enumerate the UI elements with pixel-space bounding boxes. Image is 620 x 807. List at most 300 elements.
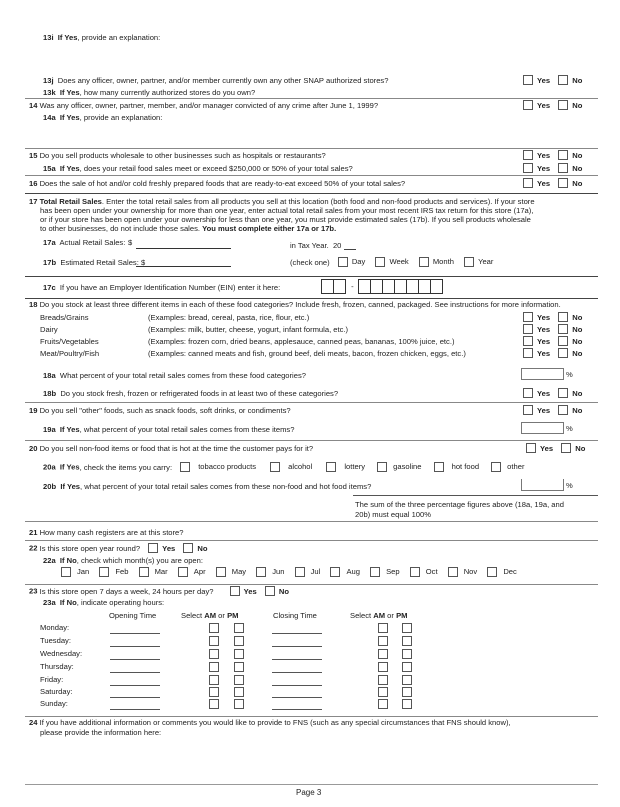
category-meat-poultry-fish: Meat/Poultry/Fish: [40, 349, 100, 358]
breads-grains-yes-checkbox[interactable]: [523, 312, 533, 322]
q19a-label: [43, 425, 294, 434]
month-may-label: May: [231, 567, 247, 576]
q18b-yes-checkbox[interactable]: [523, 388, 533, 398]
period-week-label: Week: [389, 257, 409, 266]
sunday-closing-pm-checkbox[interactable]: [402, 699, 412, 709]
sum-note-divider: [353, 495, 598, 496]
q20b-label: [43, 482, 371, 491]
q13j-yes-no: [523, 75, 588, 85]
am-label: AM: [204, 611, 217, 620]
sunday-opening-time-input[interactable]: [110, 709, 160, 710]
q17-must-note: You must complete either 17a or 17b.: [202, 224, 337, 233]
q18-label: [29, 300, 561, 309]
wednesday-opening-time-input[interactable]: [110, 659, 160, 660]
q16-yes-checkbox[interactable]: [523, 178, 533, 188]
divider: [25, 440, 598, 441]
q20-text: Do you sell non-food items or food that is hot at the time the customer pays for it?: [39, 444, 314, 453]
period-year-label: Year: [478, 257, 494, 266]
q21-cash-registers-input[interactable]: [200, 526, 500, 538]
lottery-checkbox[interactable]: [326, 462, 336, 472]
gasoline-label: gasoline: [393, 462, 422, 471]
percent-sign: %: [566, 480, 573, 490]
q21-text: How many cash registers are at this store?: [39, 528, 184, 537]
friday-closing-am-checkbox[interactable]: [378, 675, 388, 685]
currency-symbol: $: [140, 258, 146, 267]
fruits-vegetables-yes-checkbox[interactable]: [523, 336, 533, 346]
q22a-label: [43, 556, 203, 565]
yes-label: Yes: [537, 178, 551, 188]
q20-yes-checkbox[interactable]: [526, 443, 536, 453]
am-label: AM: [373, 611, 386, 620]
q18b-no-checkbox[interactable]: [558, 388, 568, 398]
month-mar-checkbox[interactable]: [139, 567, 149, 577]
opening-am-pm-header: [181, 611, 238, 620]
footer-divider: [25, 784, 598, 785]
q22-label: [29, 543, 208, 553]
tax-year-input[interactable]: [344, 240, 356, 250]
day-thursday-label: Thursday:: [40, 662, 74, 671]
q18-number: 18: [29, 300, 38, 309]
saturday-opening-time-input[interactable]: [110, 697, 160, 698]
q13i-label: [43, 33, 160, 42]
wednesday-opening-pm-checkbox[interactable]: [234, 649, 244, 659]
q19-number: 19: [29, 406, 38, 415]
month-dec-checkbox[interactable]: [487, 567, 497, 577]
period-month-checkbox[interactable]: [419, 257, 429, 267]
page-number: Page 3: [296, 788, 322, 797]
monday-opening-pm-checkbox[interactable]: [234, 623, 244, 633]
q17c-number: 17c: [43, 283, 56, 292]
divider: [25, 521, 598, 522]
month-apr-checkbox[interactable]: [178, 567, 188, 577]
q13k-lead: If Yes: [59, 88, 80, 97]
q22-no-checkbox[interactable]: [183, 543, 193, 553]
yes-label: Yes: [537, 388, 551, 398]
sum-note: [355, 500, 564, 520]
yes-label: Yes: [243, 586, 257, 596]
month-feb-checkbox[interactable]: [99, 567, 109, 577]
q13i-explanation-area[interactable]: [43, 44, 593, 74]
divider: [25, 276, 598, 277]
q17a-label: [43, 238, 125, 247]
hot-food-label: hot food: [451, 462, 480, 471]
currency-symbol: $: [128, 238, 133, 247]
monday-closing-pm-checkbox[interactable]: [402, 623, 412, 633]
q17b-number: 17b: [43, 258, 57, 267]
closing-am-pm-header: [350, 611, 407, 620]
q18a-number: 18a: [43, 371, 56, 380]
month-oct-label: Oct: [425, 567, 438, 576]
q14a-text: , provide an explanation:: [79, 113, 163, 122]
q24-comments-area[interactable]: [40, 740, 595, 780]
month-sep-checkbox[interactable]: [370, 567, 380, 577]
q17c-label: [43, 283, 280, 292]
yes-label: Yes: [537, 312, 551, 322]
q20a-text: , check the items you carry:: [79, 462, 173, 472]
month-dec-label: Dec: [503, 567, 517, 576]
or-label: or: [218, 611, 225, 620]
q17a-tax-year: [290, 240, 356, 250]
wednesday-closing-pm-checkbox[interactable]: [402, 649, 412, 659]
fruits-vegetables-no-checkbox[interactable]: [558, 336, 568, 346]
wednesday-opening-am-checkbox[interactable]: [209, 649, 219, 659]
q21-label: [29, 528, 184, 537]
month-apr-label: Apr: [193, 567, 206, 576]
friday-closing-pm-checkbox[interactable]: [402, 675, 412, 685]
day-saturday-label: Saturday:: [40, 687, 73, 696]
q17-text-line4: [40, 224, 336, 233]
dairy-yes-checkbox[interactable]: [523, 324, 533, 334]
month-may-checkbox[interactable]: [216, 567, 226, 577]
month-aug-label: Aug: [346, 567, 360, 576]
month-jan-checkbox[interactable]: [61, 567, 71, 577]
category-meat-poultry-fish-examples: (Examples: canned meats and fish, ground beef, deli meats, bacon, frozen chicken, eggs, etc.): [148, 349, 466, 358]
q22a-number: 22a: [43, 556, 56, 565]
monday-closing-am-checkbox[interactable]: [378, 623, 388, 633]
q15a-text: , does your retail food sales meet or exceed $250,000 or 50% of your total sales?: [79, 164, 353, 173]
q17-number: 17: [29, 197, 38, 206]
month-jul-checkbox[interactable]: [295, 567, 305, 577]
thursday-closing-pm-checkbox[interactable]: [402, 662, 412, 672]
q15-number: 15: [29, 151, 38, 160]
q17-line4-text: to other businesses, do not include those sales.: [40, 224, 200, 233]
no-label: No: [572, 75, 583, 85]
q19-yes-no: [523, 405, 588, 415]
thursday-opening-am-checkbox[interactable]: [209, 662, 219, 672]
wednesday-closing-time-input[interactable]: [272, 659, 322, 660]
no-label: No: [572, 348, 583, 358]
q23-number: 23: [29, 586, 38, 596]
q20b-lead: If Yes: [60, 482, 81, 491]
q15a-no-checkbox[interactable]: [558, 163, 568, 173]
q23-text: Is this store open 7 days a week, 24 hours per day?: [39, 586, 214, 596]
breads-grains-yes-no: [523, 312, 588, 322]
q19a-text: , what percent of your total retail sales comes from these items?: [79, 425, 295, 434]
month-jul-label: Jul: [310, 567, 321, 576]
yes-label: Yes: [537, 405, 551, 415]
breads-grains-no-checkbox[interactable]: [558, 312, 568, 322]
category-breads-grains-examples: (Examples: bread, cereal, pasta, rice, flour, etc.): [148, 313, 310, 322]
q24-number: 24: [29, 718, 38, 727]
sunday-opening-pm-checkbox[interactable]: [234, 699, 244, 709]
divider: [25, 193, 598, 194]
q16-yes-no: [523, 178, 588, 188]
yes-label: Yes: [537, 100, 551, 110]
q18a-percent-input[interactable]: [521, 368, 564, 380]
q19a-lead: If Yes: [59, 425, 80, 434]
sum-note-line2: 20b) must equal 100%: [355, 510, 431, 519]
q18b-number: 18b: [43, 389, 57, 398]
q13k-number: 13k: [43, 88, 56, 97]
pm-label: PM: [396, 611, 408, 620]
q19-yes-checkbox[interactable]: [523, 405, 533, 415]
q23a-lead: If No: [59, 598, 77, 607]
monday-opening-am-checkbox[interactable]: [209, 623, 219, 633]
q15a-number: 15a: [43, 164, 56, 173]
q13j-number: 13j: [43, 76, 54, 85]
yes-label: Yes: [537, 336, 551, 346]
fruits-vegetables-yes-no: [523, 336, 588, 346]
saturday-closing-am-checkbox[interactable]: [378, 687, 388, 697]
q17b-text: Estimated Retail Sales:: [60, 258, 139, 267]
yes-label: Yes: [162, 543, 176, 553]
no-label: No: [572, 178, 583, 188]
divider: [25, 402, 598, 403]
tuesday-opening-pm-checkbox[interactable]: [234, 636, 244, 646]
q17a-text: Actual Retail Sales:: [59, 238, 126, 247]
no-label: No: [572, 405, 583, 415]
q23-label: [29, 586, 289, 596]
q24-text-line2: please provide the information here:: [40, 728, 162, 737]
no-label: No: [572, 150, 583, 160]
tuesday-closing-pm-checkbox[interactable]: [402, 636, 412, 646]
select-label: Select: [350, 611, 372, 620]
tuesday-opening-time-input[interactable]: [110, 646, 160, 647]
or-label: or: [387, 611, 394, 620]
q15a-yes-checkbox[interactable]: [523, 163, 533, 173]
category-fruits-vegetables: Fruits/Vegetables: [40, 337, 99, 346]
ein-digit-box[interactable]: [430, 279, 443, 294]
divider: [25, 98, 598, 99]
tuesday-opening-am-checkbox[interactable]: [209, 636, 219, 646]
meat-poultry-fish-yes-checkbox[interactable]: [523, 348, 533, 358]
q15a-yes-no: [523, 163, 588, 173]
q22-number: 22: [29, 543, 38, 553]
no-label: No: [572, 163, 583, 173]
month-nov-checkbox[interactable]: [448, 567, 458, 577]
q13i-lead: If Yes: [57, 33, 78, 42]
q15-yes-no: [523, 150, 588, 160]
q20a-lead: If Yes: [59, 462, 80, 472]
q14-label: [29, 101, 378, 110]
no-label: No: [197, 543, 208, 553]
sunday-closing-time-input[interactable]: [272, 709, 322, 710]
meat-poultry-fish-no-checkbox[interactable]: [558, 348, 568, 358]
thursday-closing-am-checkbox[interactable]: [378, 662, 388, 672]
yes-label: Yes: [537, 150, 551, 160]
sunday-closing-am-checkbox[interactable]: [378, 699, 388, 709]
q17c-text: If you have an Employer Identification Number (EIN) enter it here:: [59, 283, 281, 292]
month-jun-label: Jun: [272, 567, 285, 576]
q17b-period-options: [290, 257, 501, 267]
percent-sign: %: [566, 423, 573, 433]
check-one-label: (check one): [290, 257, 330, 267]
months-row: [61, 567, 525, 577]
q14-yes-checkbox[interactable]: [523, 100, 533, 110]
q22-yes-checkbox[interactable]: [148, 543, 158, 553]
q15-yes-checkbox[interactable]: [523, 150, 533, 160]
divider: [25, 298, 598, 299]
q14-no-checkbox[interactable]: [558, 100, 568, 110]
q16-number: 16: [29, 179, 38, 188]
q23-no-checkbox[interactable]: [265, 586, 275, 596]
saturday-opening-pm-checkbox[interactable]: [234, 687, 244, 697]
q18b-yes-no: [523, 388, 588, 398]
thursday-closing-time-input[interactable]: [272, 672, 322, 673]
divider: [25, 540, 598, 541]
q17a-number: 17a: [43, 238, 56, 247]
no-label: No: [278, 586, 289, 596]
q22a-text: , check which month(s) you are open:: [76, 556, 203, 565]
q13j-label: [43, 76, 388, 85]
friday-opening-time-input[interactable]: [110, 685, 160, 686]
other-label: other: [507, 462, 525, 471]
dairy-no-checkbox[interactable]: [558, 324, 568, 334]
q20-number: 20: [29, 444, 38, 453]
category-fruits-vegetables-examples: (Examples: frozen corn, dried beans, applesauce, canned peas, bananas, 100% juice, etc.): [148, 337, 455, 346]
q23a-label: [43, 598, 164, 607]
monday-opening-time-input[interactable]: [110, 633, 160, 634]
friday-opening-am-checkbox[interactable]: [209, 675, 219, 685]
q18-text: Do you stock at least three different items in each of these food categories? Include fresh, frozen, canned, packaged. See instructions for more information.: [39, 300, 561, 309]
q14a-explanation-area[interactable]: [43, 124, 593, 146]
no-label: No: [572, 336, 583, 346]
q13k-text: , how many currently authorized stores do you own?: [79, 88, 256, 97]
q13j-text: Does any officer, owner, partner, and/or member currently own any other SNAP authorized stores?: [57, 76, 389, 85]
q19a-percent-input[interactable]: [521, 422, 564, 434]
q13i-text: , provide an explanation:: [77, 33, 161, 42]
month-aug-checkbox[interactable]: [330, 567, 340, 577]
thursday-opening-pm-checkbox[interactable]: [234, 662, 244, 672]
q20b-text: , what percent of your total retail sales comes from these non-food and hot food items?: [80, 482, 372, 491]
thursday-opening-time-input[interactable]: [110, 672, 160, 673]
month-sep-label: Sep: [386, 567, 400, 576]
q15-no-checkbox[interactable]: [558, 150, 568, 160]
saturday-opening-am-checkbox[interactable]: [209, 687, 219, 697]
friday-closing-time-input[interactable]: [272, 685, 322, 686]
q15a-lead: If Yes: [59, 164, 80, 173]
period-month-label: Month: [432, 257, 454, 266]
no-label: No: [572, 312, 583, 322]
no-label: No: [575, 443, 586, 453]
q22a-lead: If No: [59, 556, 77, 565]
tuesday-closing-time-input[interactable]: [272, 646, 322, 647]
q14a-label: [43, 113, 162, 122]
gasoline-checkbox[interactable]: [377, 462, 387, 472]
q22-text: Is this store open year round?: [39, 543, 141, 553]
no-label: No: [572, 388, 583, 398]
q19a-percent-group: [521, 422, 573, 434]
month-feb-label: Feb: [115, 567, 129, 576]
saturday-closing-time-input[interactable]: [272, 697, 322, 698]
month-jun-checkbox[interactable]: [256, 567, 266, 577]
tobacco-products-label: tobacco products: [198, 462, 257, 471]
opening-time-header: Opening Time: [109, 611, 157, 620]
q14a-lead: If Yes: [59, 113, 80, 122]
q15-text: Do you sell products wholesale to other businesses such as hospitals or restaurants?: [39, 151, 326, 160]
dairy-yes-no: [523, 324, 588, 334]
q20-no-checkbox[interactable]: [561, 443, 571, 453]
alcohol-checkbox[interactable]: [270, 462, 280, 472]
month-nov-label: Nov: [463, 567, 478, 576]
q16-label: [29, 179, 405, 188]
q18a-percent-group: [521, 368, 573, 380]
ein-digit-box[interactable]: [333, 279, 346, 294]
q13k-label: [43, 88, 255, 97]
q18b-text: Do you stock fresh, frozen or refrigerated foods in at least two of these categories?: [60, 389, 339, 398]
ein-dash: -: [351, 282, 354, 291]
q15-label: [29, 151, 326, 160]
lottery-label: lottery: [344, 462, 366, 471]
q17a-actual-sales-input[interactable]: [136, 238, 231, 249]
q17-text-line2: has been open under your ownership for more than one year, enter actual total retail sales from your most recent IRS tax return for this store (17a),: [40, 206, 534, 215]
sum-note-line1: The sum of the three percentage figures above (18a, 19a, and: [355, 500, 564, 509]
day-monday-label: Monday:: [40, 623, 70, 632]
q18a-text: What percent of your total retail sales comes from these food categories?: [59, 371, 306, 380]
month-mar-label: Mar: [154, 567, 168, 576]
yes-label: Yes: [537, 324, 551, 334]
q19a-number: 19a: [43, 425, 56, 434]
category-dairy-examples: (Examples: milk, butter, cheese, yogurt, infant formula, etc.): [148, 325, 349, 334]
q23a-text: , indicate operating hours:: [76, 598, 165, 607]
q20b-percent-group: [521, 479, 573, 491]
alcohol-label: alcohol: [288, 462, 313, 471]
day-friday-label: Friday:: [40, 675, 64, 684]
monday-closing-time-input[interactable]: [272, 633, 322, 634]
period-day-label: Day: [351, 257, 366, 266]
tax-year-prefix: 20: [332, 241, 342, 250]
month-jan-label: Jan: [77, 567, 90, 576]
friday-opening-pm-checkbox[interactable]: [234, 675, 244, 685]
q13j-yes-checkbox[interactable]: [523, 75, 533, 85]
category-dairy: Dairy: [40, 325, 58, 334]
divider: [25, 148, 598, 149]
q19-no-checkbox[interactable]: [558, 405, 568, 415]
sunday-opening-am-checkbox[interactable]: [209, 699, 219, 709]
saturday-closing-pm-checkbox[interactable]: [402, 687, 412, 697]
period-day-checkbox[interactable]: [338, 257, 348, 267]
q13i-number: 13i: [43, 33, 54, 42]
q17b-estimated-sales-input[interactable]: [136, 256, 231, 267]
category-breads-grains: Breads/Grains: [40, 313, 89, 322]
q16-no-checkbox[interactable]: [558, 178, 568, 188]
tuesday-closing-am-checkbox[interactable]: [378, 636, 388, 646]
q13j-no-checkbox[interactable]: [558, 75, 568, 85]
q16-text: Does the sale of hot and/or cold freshly prepared foods that are ready-to-eat exceed 50% of your total sales?: [39, 179, 406, 188]
day-sunday-label: Sunday:: [40, 699, 68, 708]
q21-number: 21: [29, 528, 38, 537]
q14-number: 14: [29, 101, 38, 110]
select-label: Select: [181, 611, 203, 620]
q23-yes-checkbox[interactable]: [230, 586, 240, 596]
q18b-label: [43, 389, 338, 398]
no-label: No: [572, 324, 583, 334]
other-checkbox[interactable]: [491, 462, 501, 472]
q17-text-line1: . Enter the total retail sales from all products you sell at this location (both food and non-food products and services). If your store: [101, 197, 535, 206]
q24-label: [29, 718, 511, 728]
hot-food-checkbox[interactable]: [434, 462, 444, 472]
q19-text: Do you sell "other" foods, such as snack foods, soft drinks, or condiments?: [39, 406, 291, 415]
ein-input-group: [322, 279, 443, 294]
yes-label: Yes: [537, 75, 551, 85]
wednesday-closing-am-checkbox[interactable]: [378, 649, 388, 659]
tax-year-label: in Tax Year.: [290, 241, 329, 250]
period-week-checkbox[interactable]: [375, 257, 385, 267]
q14a-number: 14a: [43, 113, 56, 122]
yes-label: Yes: [540, 443, 554, 453]
period-year-checkbox[interactable]: [464, 257, 474, 267]
q20a-number: 20a: [43, 462, 56, 472]
q20b-percent-input[interactable]: [521, 479, 564, 491]
q20a-row: [43, 462, 532, 472]
tobacco-products-checkbox[interactable]: [180, 462, 190, 472]
yes-label: Yes: [537, 163, 551, 173]
q14-text: Was any officer, owner, partner, member, and/or manager convicted of any crime after June 1, 1999?: [39, 101, 379, 110]
percent-sign: %: [566, 369, 573, 379]
q23a-number: 23a: [43, 598, 56, 607]
month-oct-checkbox[interactable]: [410, 567, 420, 577]
q18a-label: [43, 371, 306, 380]
